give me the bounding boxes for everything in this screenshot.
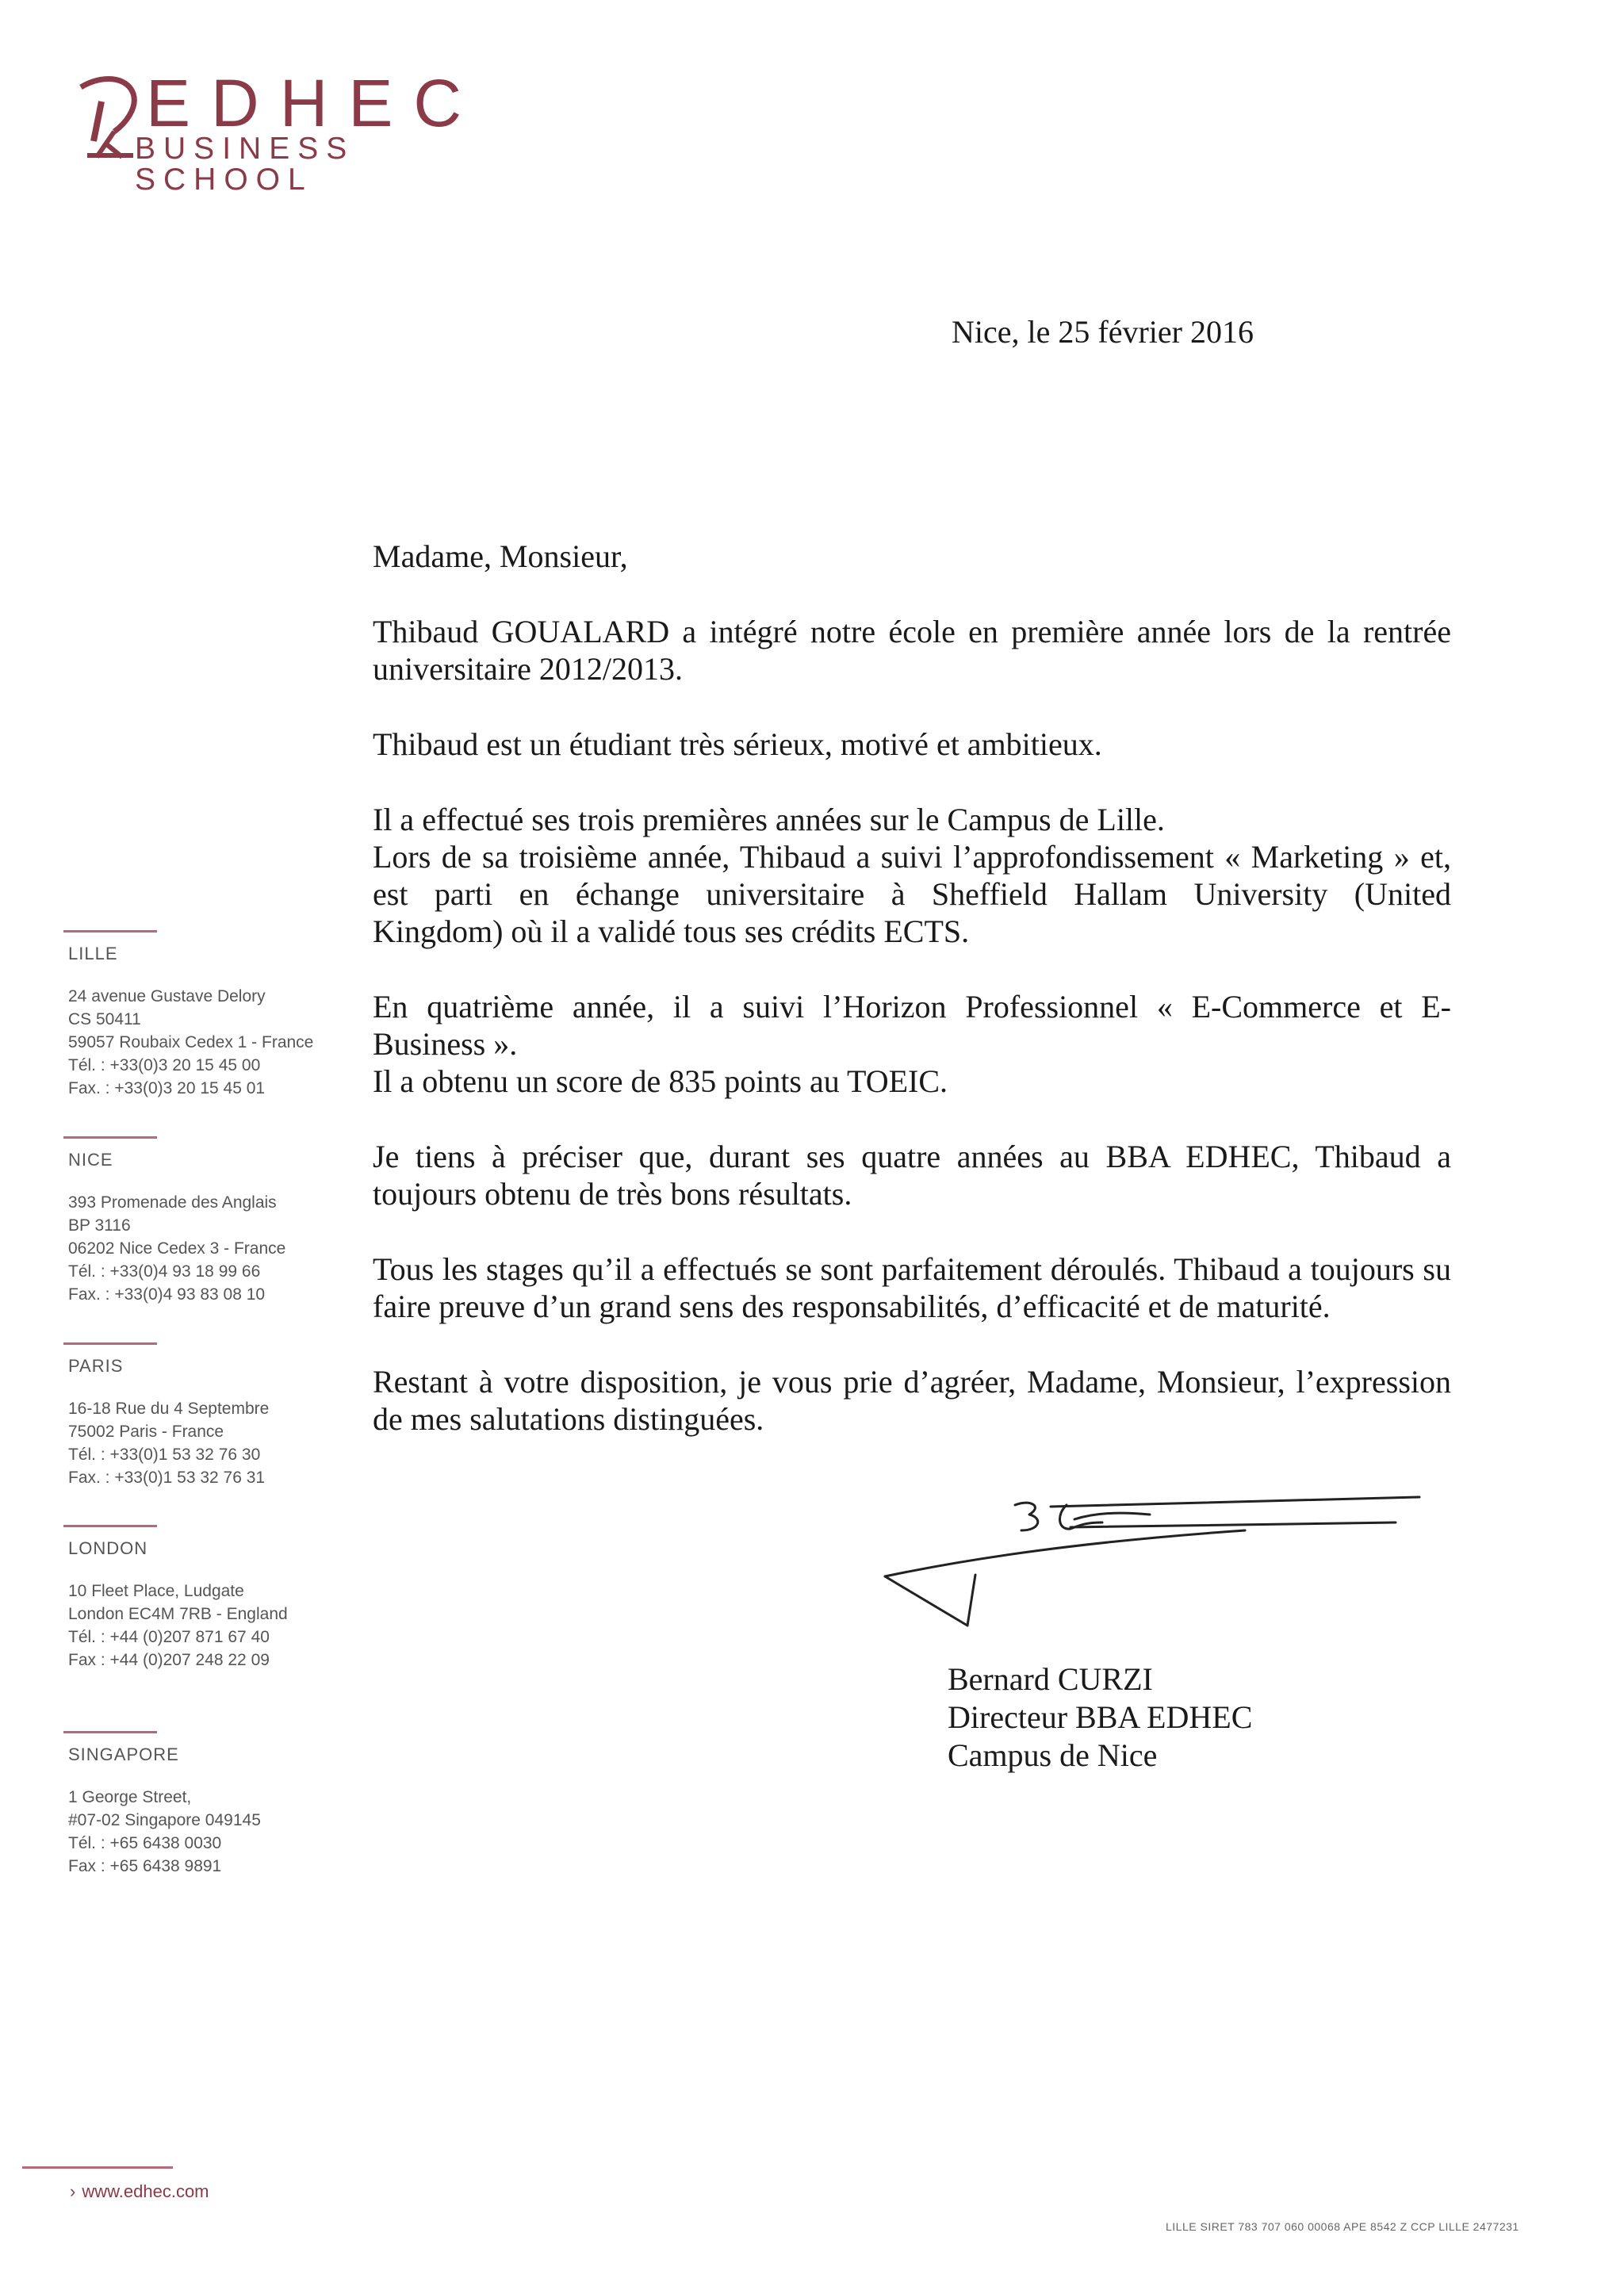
address-line: BP 3116 [68,1216,131,1235]
office-address [68,1397,338,1489]
address-line: 06202 Nice Cedex 3 - France [68,1239,286,1258]
address-line: Fax. : +33(0)1 53 32 76 31 [68,1469,266,1487]
paragraph-3-line: Il a effectué ses trois premières années sur le Campus de Lille. [373,802,1165,837]
paragraph-2: Thibaud est un étudiant très sérieux, motivé et ambitieux. [373,726,1102,762]
address-line: Tél. : +65 6438 0030 [68,1834,222,1852]
address-line: Tél. : +33(0)1 53 32 76 30 [68,1446,261,1464]
address-line: Fax : +65 6438 9891 [68,1857,222,1875]
paragraph-3-line: est parti en échange universitaire à Sheffield Hallam University (United [373,876,1451,912]
address-line: Tél. : +44 (0)207 871 67 40 [68,1628,270,1646]
letter-date: Nice, le 25 février 2016 [952,314,1254,350]
paragraph-4-line: En quatrième année, il a suivi l’Horizon Professionnel « E-Commerce et E- [373,989,1451,1024]
paragraph-4-line: Il a obtenu un score de 835 points au TOEIC. [373,1063,948,1099]
legal-footer: LILLE SIRET 783 707 060 00068 APE 8542 Z CCP LILLE 2477231 [1166,2220,1519,2233]
office-address [68,1191,338,1306]
athlete-logo-icon [70,70,141,165]
letter-body [373,538,1451,1438]
office-address [68,985,338,1100]
edhec-logo [70,66,514,197]
address-line: Fax. : +33(0)3 20 15 45 01 [68,1079,266,1097]
divider [63,1525,157,1527]
office-singapore [68,1731,338,1878]
salutation: Madame, Monsieur, [373,538,628,574]
office-city: SINGAPORE [68,1744,179,1764]
logo-subtitle: BUSINESS SCHOOL [135,132,355,197]
office-city: PARIS [68,1356,124,1376]
paragraph-4 [373,988,1451,1100]
office-london [68,1525,338,1672]
address-line: Fax. : +33(0)4 93 83 08 10 [68,1285,266,1304]
divider [63,1342,157,1345]
paragraph-3 [373,801,1451,950]
office-city: LILLE [68,944,118,963]
divider [63,1136,157,1139]
address-line: 75002 Paris - France [68,1423,224,1441]
address-line: Fax : +44 (0)207 248 22 09 [68,1651,270,1669]
handwritten-signature [880,1491,1435,1649]
address-line: 1 George Street, [68,1788,192,1806]
office-paris [68,1342,338,1489]
website [70,2166,209,2202]
office-address [68,1580,338,1672]
address-line: CS 50411 [68,1010,141,1028]
signer-title: Directeur BBA EDHEC [948,1699,1253,1735]
paragraph-3-line: Lors de sa troisième année, Thibaud a suivi l’approfondissement « Marketing » et, [373,839,1451,875]
website-link[interactable] [70,2181,209,2202]
address-line: 393 Promenade des Anglais [68,1193,277,1212]
address-line: Tél. : +33(0)4 93 18 99 66 [68,1262,261,1281]
logo-wordmark: EDHEC [146,66,483,140]
signer-block [948,1660,1252,1775]
address-line: 59057 Roubaix Cedex 1 - France [68,1033,314,1051]
address-line: #07-02 Singapore 049145 [68,1811,261,1829]
signer-name: Bernard CURZI [948,1661,1153,1697]
paragraph-6: Tous les stages qu’il a effectués se sont parfaitement déroulés. Thibaud a toujours su faire preuve d’un grand sens des responsabilités, d’efficacité et de maturité. [373,1251,1451,1324]
paragraph-3-line: Kingdom) où il a validé tous ses crédits ECTS. [373,913,970,949]
office-city: NICE [68,1150,113,1170]
divider [63,930,157,933]
divider [22,2166,173,2169]
office-city: LONDON [68,1538,148,1558]
paragraph-1: Thibaud GOUALARD a intégré notre école en première année lors de la rentrée universitaire 2012/2013. [373,614,1451,687]
website-url: www.edhec.com [82,2181,209,2201]
office-address [68,1786,338,1878]
address-line: 24 avenue Gustave Delory [68,987,266,1005]
paragraph-5: Je tiens à préciser que, durant ses quatre années au BBA EDHEC, Thibaud a toujours obtenu de très bons résultats. [373,1139,1451,1212]
paragraph-4-line: Business ». [373,1026,518,1062]
address-line: London EC4M 7RB - England [68,1605,288,1623]
address-line: 10 Fleet Place, Ludgate [68,1582,244,1600]
divider [63,1731,157,1733]
address-line: Tél. : +33(0)3 20 15 45 00 [68,1056,261,1074]
office-lille [68,930,338,1100]
address-line: 16-18 Rue du 4 Septembre [68,1400,270,1418]
chevron-right-icon: › [70,2181,76,2201]
paragraph-7: Restant à votre disposition, je vous prie d’agréer, Madame, Monsieur, l’expression de mes salutations distinguées. [373,1364,1451,1437]
signer-campus: Campus de Nice [948,1737,1158,1773]
office-nice [68,1136,338,1306]
